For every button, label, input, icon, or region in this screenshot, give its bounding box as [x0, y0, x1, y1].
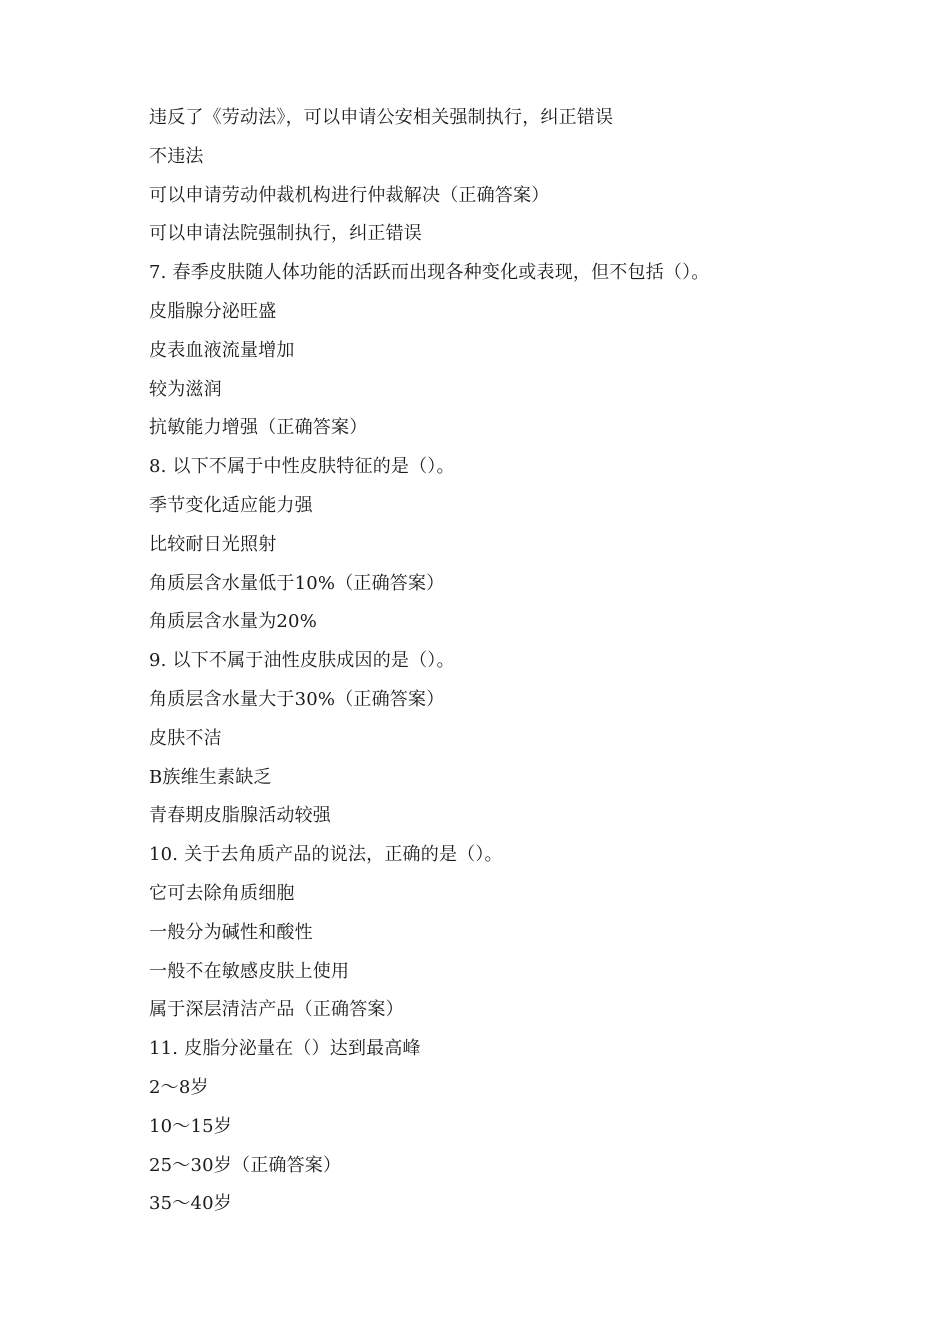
answer-option-correct: 角质层含水量大于30%（正确答案）: [149, 688, 445, 710]
answer-option: 35〜40岁: [149, 1193, 233, 1215]
answer-option: 角质层含水量为20%: [149, 611, 318, 633]
answer-option: 皮肤不洁: [149, 727, 222, 749]
answer-option: 10〜15岁: [149, 1115, 233, 1137]
answer-option: 2〜8岁: [149, 1076, 209, 1098]
answer-option: 较为滋润: [149, 378, 222, 400]
answer-option-correct: 抗敏能力增强（正确答案）: [149, 417, 368, 439]
question-9: 9. 以下不属于油性皮肤成因的是（）。: [149, 650, 455, 672]
answer-option: 一般分为碱性和酸性: [149, 921, 313, 943]
answer-option-correct: 属于深层清洁产品（正确答案）: [149, 999, 404, 1021]
answer-option-correct: 25〜30岁（正确答案）: [149, 1154, 342, 1176]
answer-option: 皮表血液流量增加: [149, 339, 295, 361]
question-text-block: [149, 99, 849, 1224]
question-7: 7. 春季皮肤随人体功能的活跃而出现各种变化或表现，但不包括（）。: [149, 262, 710, 284]
question-8: 8. 以下不属于中性皮肤特征的是（）。: [149, 456, 455, 478]
question-11: 11. 皮脂分泌量在（）达到最高峰: [149, 1038, 421, 1060]
answer-option-correct: 角质层含水量低于10%（正确答案）: [149, 572, 445, 594]
answer-option: 违反了《劳动法》，可以申请公安相关强制执行，纠正错误: [149, 107, 614, 128]
answer-option: 它可去除角质细胞: [149, 882, 295, 904]
answer-option: 皮脂腺分泌旺盛: [149, 300, 277, 322]
answer-option: 可以申请法院强制执行，纠正错误: [149, 223, 422, 245]
answer-option: B族维生素缺乏: [149, 766, 272, 788]
answer-option-correct: 可以申请劳动仲裁机构进行仲裁解决（正确答案）: [149, 184, 550, 206]
answer-option: 季节变化适应能力强: [149, 494, 313, 516]
answer-option: 一般不在敏感皮肤上使用: [149, 960, 350, 982]
answer-option: 青春期皮脂腺活动较强: [149, 805, 331, 827]
answer-option: 比较耐日光照射: [149, 533, 277, 555]
question-10: 10. 关于去角质产品的说法，正确的是（）。: [149, 844, 503, 866]
answer-option: 不违法: [149, 145, 204, 167]
